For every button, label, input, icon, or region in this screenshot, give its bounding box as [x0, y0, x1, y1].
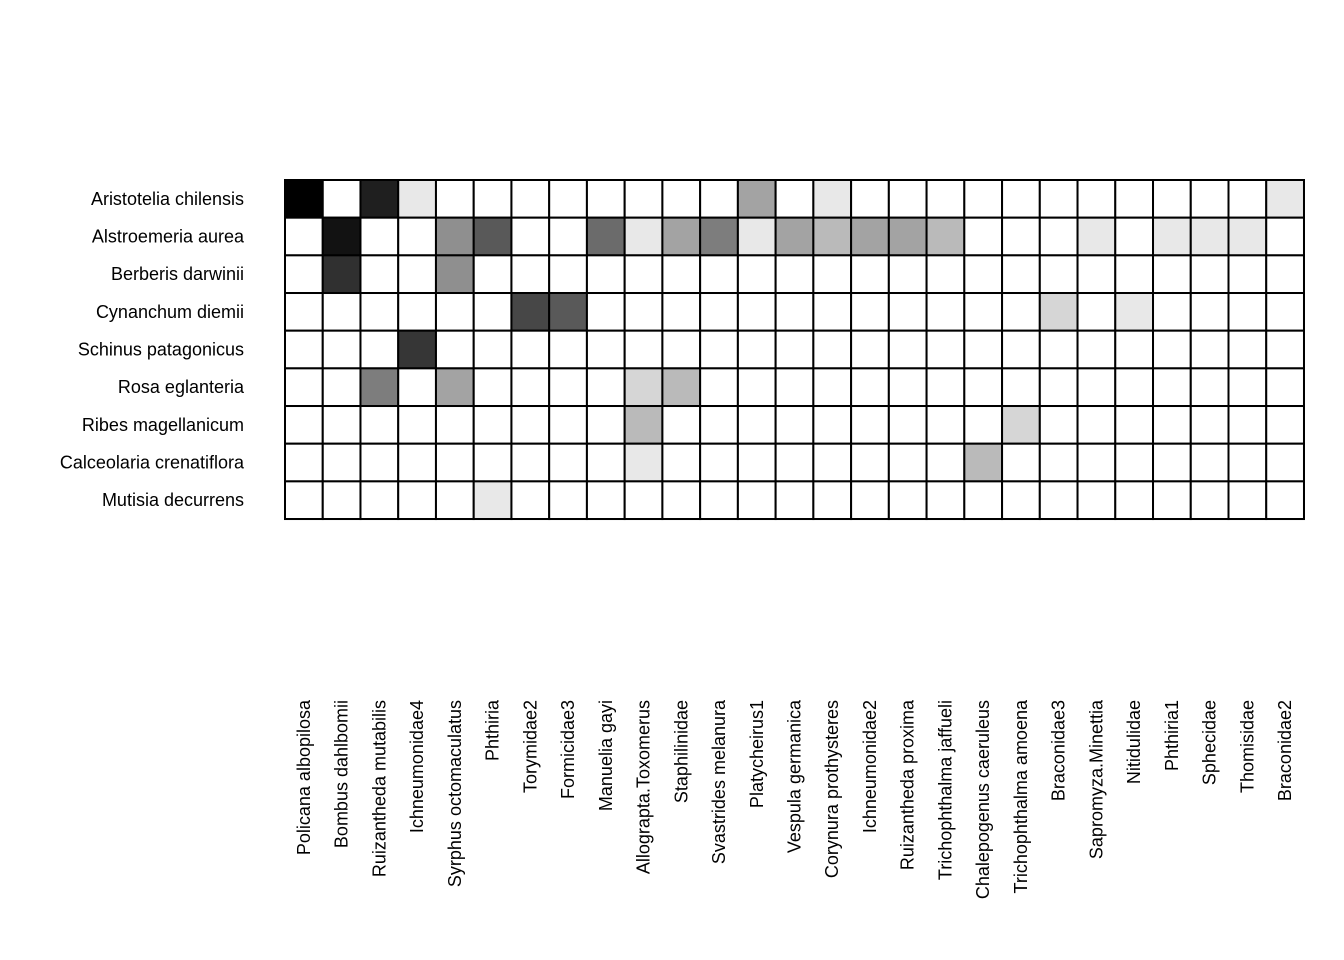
heatmap-cell [776, 331, 814, 369]
heatmap-cell [700, 180, 738, 218]
row-label: Schinus patagonicus [77, 339, 244, 360]
heatmap-cell [776, 444, 814, 482]
heatmap-cell [436, 293, 474, 331]
row-label: Berberis darwinii [110, 264, 244, 285]
heatmap-cell [511, 368, 549, 406]
heatmap-cell [964, 368, 1002, 406]
heatmap-cell [662, 368, 700, 406]
heatmap-cell [700, 255, 738, 293]
heatmap-cell [1153, 255, 1191, 293]
heatmap-cell [1115, 218, 1153, 256]
column-label: Platycheirus1 [746, 700, 767, 809]
heatmap-cell [549, 293, 587, 331]
heatmap-cell [1115, 444, 1153, 482]
heatmap-cell [1191, 180, 1229, 218]
heatmap-cell [1002, 255, 1040, 293]
heatmap-cell [1266, 331, 1304, 369]
heatmap-cell [1229, 481, 1267, 519]
heatmap-cell [851, 180, 889, 218]
heatmap-cell [1153, 331, 1191, 369]
heatmap-cell [662, 255, 700, 293]
heatmap-cell [549, 331, 587, 369]
column-label: Ichneumonidae4 [407, 700, 428, 834]
heatmap-cell [360, 218, 398, 256]
heatmap-cell [285, 406, 323, 444]
heatmap-cell [1040, 331, 1078, 369]
heatmap-cell [964, 293, 1002, 331]
heatmap-cell [964, 180, 1002, 218]
heatmap-cell [813, 368, 851, 406]
heatmap-cell [964, 255, 1002, 293]
column-label: Ruizantheda mutabilis [369, 700, 390, 878]
row-label: Cynanchum diemii [95, 301, 244, 322]
heatmap-cell [1266, 218, 1304, 256]
heatmap-cell [625, 481, 663, 519]
heatmap-cell [662, 180, 700, 218]
heatmap-cell [889, 331, 927, 369]
row-label: Mutisia decurrens [101, 490, 244, 511]
heatmap-cell [549, 218, 587, 256]
column-label: Sphecidae [1199, 700, 1220, 786]
heatmap-cell [398, 180, 436, 218]
heatmap-cell [436, 180, 474, 218]
heatmap-cell [587, 180, 625, 218]
heatmap-cell [662, 406, 700, 444]
heatmap-cell [927, 255, 965, 293]
heatmap-cell [1002, 406, 1040, 444]
heatmap-cell [927, 406, 965, 444]
heatmap-cell [1040, 218, 1078, 256]
heatmap-cell [776, 368, 814, 406]
heatmap-cell [436, 255, 474, 293]
heatmap-cell [662, 218, 700, 256]
heatmap-cell [1040, 180, 1078, 218]
row-label: Alstroemeria aurea [91, 226, 244, 247]
heatmap-cell [1191, 368, 1229, 406]
heatmap-cell [964, 481, 1002, 519]
heatmap-cell [323, 444, 361, 482]
heatmap-cell [1229, 180, 1267, 218]
heatmap-cell [738, 218, 776, 256]
heatmap-cell [1040, 293, 1078, 331]
heatmap-cell [360, 368, 398, 406]
heatmap-cell [1002, 368, 1040, 406]
heatmap-cell [474, 406, 512, 444]
column-label: Trichophthalma amoena [1010, 700, 1031, 894]
heatmap-cell [700, 331, 738, 369]
heatmap-cell [889, 293, 927, 331]
heatmap-cell [511, 331, 549, 369]
heatmap-cell [738, 368, 776, 406]
heatmap-cell [738, 444, 776, 482]
heatmap-cell [625, 406, 663, 444]
heatmap-cell [776, 180, 814, 218]
heatmap-cell [625, 368, 663, 406]
heatmap-cell [285, 293, 323, 331]
heatmap-cell [1229, 218, 1267, 256]
heatmap-cell [587, 218, 625, 256]
heatmap-cell [474, 293, 512, 331]
heatmap-cell [1078, 293, 1116, 331]
heatmap-cell [1078, 406, 1116, 444]
heatmap-cell [511, 255, 549, 293]
heatmap-cell [927, 368, 965, 406]
row-label: Rosa eglanteria [117, 377, 244, 398]
column-label: Staphilinidae [671, 700, 692, 804]
row-label: Calceolaria crenatiflora [59, 452, 244, 473]
heatmap-cell [1078, 444, 1116, 482]
heatmap-cell [1002, 481, 1040, 519]
heatmap-cell [398, 406, 436, 444]
heatmap-cell [851, 444, 889, 482]
heatmap-cell [323, 481, 361, 519]
column-label: Bombus dahlbomii [331, 700, 352, 849]
heatmap-cell [1153, 180, 1191, 218]
column-label: Ruizantheda proxima [897, 699, 918, 871]
heatmap-cell [285, 180, 323, 218]
heatmap-cell [1153, 406, 1191, 444]
heatmap-cell [889, 406, 927, 444]
heatmap-cell [474, 481, 512, 519]
heatmap-cell [511, 406, 549, 444]
heatmap-cells [285, 180, 1304, 519]
heatmap-cell [587, 331, 625, 369]
heatmap-cell [285, 481, 323, 519]
heatmap-cell [813, 293, 851, 331]
heatmap-cell [889, 368, 927, 406]
heatmap-cell [323, 293, 361, 331]
heatmap-cell [889, 218, 927, 256]
heatmap-cell [964, 218, 1002, 256]
heatmap-cell [1040, 481, 1078, 519]
heatmap-cell [1078, 255, 1116, 293]
column-label: Syrphus octomaculatus [444, 700, 465, 888]
heatmap-cell [1191, 444, 1229, 482]
heatmap-cell [1040, 255, 1078, 293]
heatmap-cell [436, 331, 474, 369]
heatmap-cell [813, 218, 851, 256]
heatmap-cell [436, 444, 474, 482]
heatmap-cell [1078, 368, 1116, 406]
heatmap-cell [927, 218, 965, 256]
heatmap-cell [398, 368, 436, 406]
heatmap-cell [1191, 218, 1229, 256]
heatmap-cell [511, 180, 549, 218]
column-label: Thomisidae [1237, 700, 1258, 794]
heatmap-cell [1115, 481, 1153, 519]
heatmap-cell [851, 293, 889, 331]
heatmap-cell [927, 331, 965, 369]
column-label: Chalepogenus caeruleus [973, 699, 994, 900]
heatmap-cell [738, 180, 776, 218]
heatmap-cell [851, 406, 889, 444]
heatmap-cell [1002, 331, 1040, 369]
heatmap-cell [1229, 293, 1267, 331]
heatmap-cell [398, 444, 436, 482]
heatmap-cell [1078, 481, 1116, 519]
heatmap-cell [549, 180, 587, 218]
heatmap-cell [776, 255, 814, 293]
heatmap-cell [1229, 331, 1267, 369]
heatmap-cell [587, 444, 625, 482]
heatmap-cell [851, 331, 889, 369]
column-label: Phthiria1 [1161, 700, 1182, 772]
heatmap-cell [851, 368, 889, 406]
heatmap-cell [323, 368, 361, 406]
heatmap-cell [700, 218, 738, 256]
heatmap-cell [625, 293, 663, 331]
column-label: Trichophthalma jaffueli [935, 699, 956, 881]
heatmap-cell [1266, 481, 1304, 519]
heatmap-cell [474, 368, 512, 406]
column-label: Vespula germanica [784, 700, 805, 854]
heatmap-cell [776, 406, 814, 444]
heatmap-cell [1115, 255, 1153, 293]
heatmap-cell [738, 331, 776, 369]
heatmap-cell [964, 406, 1002, 444]
heatmap-cell [813, 180, 851, 218]
heatmap-cell [398, 293, 436, 331]
heatmap-cell [1266, 293, 1304, 331]
heatmap-cell [436, 368, 474, 406]
heatmap-cell [587, 481, 625, 519]
heatmap-cell [776, 481, 814, 519]
heatmap-cell [813, 444, 851, 482]
heatmap-cell [474, 444, 512, 482]
heatmap-cell [1266, 255, 1304, 293]
heatmap-cell [549, 444, 587, 482]
heatmap-cell [360, 444, 398, 482]
heatmap-cell [323, 331, 361, 369]
heatmap-cell [738, 406, 776, 444]
heatmap-cell [511, 218, 549, 256]
heatmap-cell [889, 255, 927, 293]
heatmap-cell [323, 218, 361, 256]
column-label: Svastrides melanura [709, 700, 730, 865]
heatmap-cell [1002, 180, 1040, 218]
heatmap-cell [625, 331, 663, 369]
heatmap-cell [285, 331, 323, 369]
heatmap-cell [927, 444, 965, 482]
heatmap-cell [587, 406, 625, 444]
heatmap-cell [1002, 444, 1040, 482]
heatmap-cell [511, 444, 549, 482]
heatmap-cell [285, 444, 323, 482]
heatmap-cell [625, 180, 663, 218]
row-label: Ribes magellanicum [81, 414, 244, 435]
column-label: Policana albopilosa [293, 700, 314, 856]
heatmap-cell [549, 255, 587, 293]
heatmap-cell [360, 331, 398, 369]
heatmap-cell [549, 481, 587, 519]
heatmap-cell [474, 180, 512, 218]
heatmap-cell [889, 481, 927, 519]
heatmap-cell [1153, 444, 1191, 482]
heatmap-cell [927, 293, 965, 331]
heatmap-cell [889, 180, 927, 218]
heatmap-cell [964, 331, 1002, 369]
plant-axis-labels [60, 189, 245, 510]
heatmap-cell [436, 218, 474, 256]
heatmap-cell [587, 368, 625, 406]
heatmap-cell [662, 481, 700, 519]
heatmap-cell [1191, 293, 1229, 331]
heatmap-cell [1266, 180, 1304, 218]
heatmap-cell [587, 255, 625, 293]
heatmap-cell [1002, 218, 1040, 256]
row-label: Aristotelia chilensis [90, 188, 244, 209]
column-label: Nitidulidae [1124, 700, 1145, 785]
heatmap-cell [323, 255, 361, 293]
heatmap-cell [1115, 180, 1153, 218]
heatmap-cell [360, 406, 398, 444]
heatmap-cell [776, 218, 814, 256]
heatmap-cell [1191, 331, 1229, 369]
heatmap-cell [662, 444, 700, 482]
column-label: Braconidae3 [1048, 700, 1069, 802]
heatmap-cell [1040, 406, 1078, 444]
column-label: Braconidae2 [1275, 700, 1296, 802]
heatmap-cell [474, 331, 512, 369]
heatmap-cell [549, 368, 587, 406]
heatmap-cell [813, 481, 851, 519]
heatmap-cell [1078, 180, 1116, 218]
heatmap-cell [700, 406, 738, 444]
heatmap-cell [1229, 255, 1267, 293]
heatmap-cell [1229, 368, 1267, 406]
heatmap-cell [1115, 368, 1153, 406]
heatmap-cell [587, 293, 625, 331]
heatmap-cell [549, 406, 587, 444]
heatmap-cell [964, 444, 1002, 482]
column-label: Phthiria [482, 700, 503, 762]
heatmap-cell [285, 218, 323, 256]
heatmap-cell [360, 255, 398, 293]
heatmap-cell [1040, 444, 1078, 482]
column-label: Formicidae3 [558, 700, 579, 800]
heatmap-cell [738, 293, 776, 331]
heatmap-cell [625, 255, 663, 293]
heatmap-cell [889, 444, 927, 482]
heatmap-cell [927, 481, 965, 519]
heatmap-cell [436, 406, 474, 444]
heatmap-cell [625, 444, 663, 482]
heatmap-cell [323, 406, 361, 444]
column-label: Allograpta.Toxomerus [633, 700, 654, 875]
heatmap-cell [700, 293, 738, 331]
heatmap-cell [625, 218, 663, 256]
pollinator-axis-labels [294, 699, 1295, 899]
column-label: Ichneumonidae2 [859, 700, 880, 834]
heatmap-cell [474, 255, 512, 293]
heatmap-cell [1266, 368, 1304, 406]
heatmap-cell [285, 255, 323, 293]
heatmap-cell [1266, 406, 1304, 444]
heatmap-cell [1266, 444, 1304, 482]
heatmap-cell [813, 331, 851, 369]
heatmap-cell [1153, 218, 1191, 256]
heatmap-cell [285, 368, 323, 406]
heatmap-cell [662, 331, 700, 369]
heatmap-cell [398, 331, 436, 369]
heatmap-cell [813, 406, 851, 444]
heatmap-cell [1002, 293, 1040, 331]
heatmap-cell [1153, 481, 1191, 519]
heatmap-cell [1153, 293, 1191, 331]
heatmap-cell [474, 218, 512, 256]
heatmap-cell [398, 255, 436, 293]
heatmap-cell [1229, 444, 1267, 482]
heatmap-cell [1229, 406, 1267, 444]
heatmap-cell [776, 293, 814, 331]
heatmap-cell [1078, 331, 1116, 369]
heatmap-cell [1191, 255, 1229, 293]
heatmap-cell [738, 481, 776, 519]
heatmap-cell [398, 481, 436, 519]
column-label: Sapromyza.Minettia [1086, 700, 1107, 860]
heatmap-cell [1115, 406, 1153, 444]
heatmap-cell [1040, 368, 1078, 406]
heatmap-cell [1115, 293, 1153, 331]
column-label: Manuelia gayi [595, 700, 616, 812]
heatmap-cell [360, 293, 398, 331]
column-label: Torymidae2 [520, 700, 541, 794]
heatmap-cell [851, 255, 889, 293]
heatmap-cell [700, 368, 738, 406]
heatmap-cell [927, 180, 965, 218]
heatmap-cell [511, 293, 549, 331]
heatmap-cell [1191, 406, 1229, 444]
heatmap-cell [1078, 218, 1116, 256]
heatmap-cell [1115, 331, 1153, 369]
heatmap-cell [738, 255, 776, 293]
heatmap-cell [813, 255, 851, 293]
heatmap-cell [323, 180, 361, 218]
heatmap-cell [398, 218, 436, 256]
heatmap-cell [851, 218, 889, 256]
heatmap-cell [700, 444, 738, 482]
column-label: Corynura prothysteres [822, 700, 843, 879]
heatmap-cell [851, 481, 889, 519]
heatmap-cell [360, 481, 398, 519]
heatmap-cell [662, 293, 700, 331]
heatmap-cell [1191, 481, 1229, 519]
heatmap-cell [1153, 368, 1191, 406]
heatmap-cell [436, 481, 474, 519]
heatmap-cell [511, 481, 549, 519]
heatmap-cell [360, 180, 398, 218]
heatmap-cell [700, 481, 738, 519]
